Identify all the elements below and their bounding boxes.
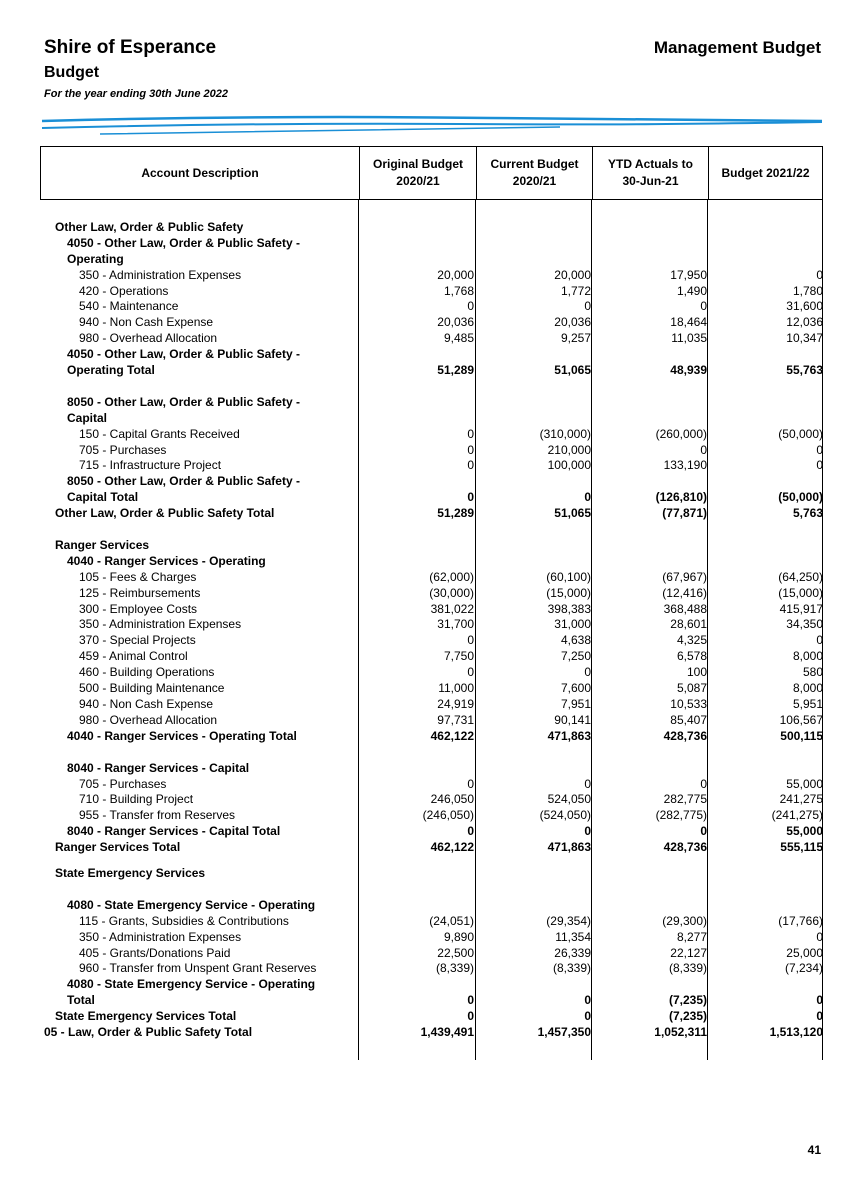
budget-2021-22-value: 55,000 [786,776,823,791]
current-budget-value: 9,257 [560,331,591,346]
account-description: 125 - Reimbursements [79,585,201,600]
ytd-actuals-value: 11,035 [671,331,707,346]
table-row [40,665,823,681]
current-budget-value: 100,000 [547,458,591,473]
budget-2021-22-value: 10,347 [786,331,823,346]
ytd-actuals-value: (126,810) [655,490,707,505]
budget-2021-22-value: 0 [816,1009,823,1024]
table-row [40,268,823,284]
current-budget-value: 4,638 [560,633,591,648]
current-budget-value: 0 [584,776,591,791]
budget-2021-22-value: 0 [816,929,823,944]
account-description: 4080 - State Emergency Service - Operating [67,897,316,912]
ytd-actuals-value: 48,939 [670,363,707,378]
account-description: State Emergency Services [55,865,206,880]
current-budget-value: 0 [584,490,591,505]
account-description: 715 - Infrastructure Project [79,458,222,473]
ytd-actuals-value: (8,339) [668,961,707,976]
budget-2021-22-value: (50,000) [778,490,823,505]
original-budget-value: 51,289 [437,363,474,378]
spacer-row [40,745,823,761]
col-budget-2021-22: Budget 2021/22 [708,147,822,199]
budget-2021-22-value: 12,036 [786,315,823,330]
current-budget-value: 471,863 [547,840,591,855]
budget-2021-22-value: 0 [816,267,823,282]
original-budget-value: 462,122 [430,840,474,855]
account-description: Operating [67,251,124,266]
table-row [40,570,823,586]
original-budget-value: 0 [467,776,474,791]
table-header [40,146,823,200]
ytd-actuals-value: 0 [700,776,707,791]
budget-2021-22-value: (15,000) [778,585,823,600]
account-description: 540 - Maintenance [79,299,179,314]
budget-2021-22-value: 0 [816,442,823,457]
ytd-actuals-value: (7,235) [668,993,707,1008]
table-row [40,808,823,824]
account-description: 8040 - Ranger Services - Capital [67,760,250,775]
current-budget-value: 20,036 [554,315,591,330]
budget-2021-22-value: 8,000 [792,649,823,664]
ytd-actuals-value: 8,277 [676,929,707,944]
ytd-actuals-value: 282,775 [663,792,707,807]
ytd-actuals-value: 22,127 [670,945,707,960]
account-description: 350 - Administration Expenses [79,929,242,944]
current-budget-value: 51,065 [554,363,591,378]
brand-swoosh-decoration [40,112,825,138]
original-budget-value: 31,700 [437,617,474,632]
spacer-row [40,522,823,538]
account-description: 955 - Transfer from Reserves [79,808,236,823]
original-budget-value: 22,500 [437,945,474,960]
account-description: 4040 - Ranger Services - Operating Total [67,728,297,743]
table-row [40,236,823,252]
ytd-actuals-value: 428,736 [663,728,707,743]
table-row [40,840,823,856]
budget-2021-22-value: 55,000 [786,824,823,839]
current-budget-value: 7,951 [560,696,591,711]
current-budget-value: 0 [584,665,591,680]
current-budget-value: 26,339 [554,945,591,960]
ytd-actuals-value: (260,000) [655,426,707,441]
ytd-actuals-value: (7,235) [668,1009,707,1024]
table-row [40,474,823,490]
original-budget-value: 0 [467,490,474,505]
ytd-actuals-value: 17,950 [670,267,707,282]
ytd-actuals-value: (29,300) [662,913,707,928]
original-budget-value: (8,339) [435,961,474,976]
account-description: 500 - Building Maintenance [79,681,225,696]
account-description: 05 - Law, Order & Public Safety Total [44,1024,253,1039]
current-budget-value: 51,065 [554,506,591,521]
original-budget-value: 0 [467,993,474,1008]
table-row [40,946,823,962]
budget-2021-22-value: 555,115 [780,840,823,855]
table-row [40,252,823,268]
table-row [40,411,823,427]
account-description: Ranger Services [55,538,150,553]
current-budget-value: 7,250 [560,649,591,664]
budget-2021-22-value: 5,951 [792,696,823,711]
account-description: 980 - Overhead Allocation [79,331,218,346]
ytd-actuals-value: 18,464 [670,315,707,330]
table-row [40,961,823,977]
account-description: 8040 - Ranger Services - Capital Total [67,824,281,839]
current-budget-value: 0 [584,993,591,1008]
ytd-actuals-value: 133,190 [663,458,707,473]
report-header [44,36,228,102]
original-budget-value: 0 [467,633,474,648]
ytd-actuals-value: (77,871) [662,506,707,521]
table-row [40,617,823,633]
table-row [40,315,823,331]
ytd-actuals-value: 1,490 [676,283,707,298]
current-budget-value: (8,339) [552,961,591,976]
report-period: For the year ending 30th June 2022 [44,88,229,100]
ytd-actuals-value: 1,052,311 [654,1024,707,1039]
account-description: State Emergency Services Total [55,1009,237,1024]
table-row [40,458,823,474]
table-row [40,777,823,793]
account-description: 940 - Non Cash Expense [79,315,214,330]
budget-2021-22-value: 580 [802,665,823,680]
table-row [40,347,823,363]
table-row [40,363,823,379]
col-current-budget: Current Budget 2020/21 [476,147,592,199]
budget-2021-22-value: 25,000 [786,945,823,960]
original-budget-value: 9,890 [443,929,474,944]
account-description: 4050 - Other Law, Order & Public Safety - [67,347,300,362]
table-row [40,729,823,745]
original-budget-value: 11,000 [438,681,474,696]
table-row [40,993,823,1009]
current-budget-value: 7,600 [560,681,591,696]
table-row [40,1025,823,1041]
ytd-actuals-value: 0 [700,442,707,457]
account-description: Other Law, Order & Public Safety Total [55,506,275,521]
ytd-actuals-value: 428,736 [663,840,707,855]
account-description: 350 - Administration Expenses [79,267,242,282]
account-description: 459 - Animal Control [79,649,188,664]
original-budget-value: 0 [467,458,474,473]
original-budget-value: (62,000) [429,569,474,584]
original-budget-value: 462,122 [430,728,474,743]
table-body [40,220,823,1041]
current-budget-value: 0 [584,299,591,314]
ytd-actuals-value: 100 [686,665,707,680]
budget-2021-22-value: 415,917 [779,601,823,616]
original-budget-value: (24,051) [429,913,474,928]
current-budget-value: (524,050) [539,808,591,823]
account-description: 105 - Fees & Charges [79,569,197,584]
original-budget-value: 97,731 [437,712,474,727]
budget-2021-22-value: 1,513,120 [769,1024,823,1039]
account-description: 4050 - Other Law, Order & Public Safety - [67,235,300,250]
table-row [40,824,823,840]
ytd-actuals-value: 0 [700,824,707,839]
account-description: 420 - Operations [79,283,169,298]
table-row [40,602,823,618]
table-row [40,395,823,411]
table-row [40,761,823,777]
account-description: 300 - Employee Costs [79,601,198,616]
table-row [40,427,823,443]
budget-2021-22-value: 1,780 [792,283,823,298]
account-description: 4040 - Ranger Services - Operating [67,553,266,568]
table-row [40,898,823,914]
table-row [40,697,823,713]
current-budget-value: (29,354) [546,913,591,928]
ytd-actuals-value: (282,775) [655,808,707,823]
account-description: Other Law, Order & Public Safety [55,220,244,234]
account-description: Ranger Services Total [55,840,181,855]
ytd-actuals-value: 85,407 [670,712,707,727]
current-budget-value: 1,772 [560,283,591,298]
current-budget-value: 398,383 [547,601,591,616]
table-row [40,681,823,697]
table-row [40,299,823,315]
account-description: 460 - Building Operations [79,665,215,680]
account-description: 8050 - Other Law, Order & Public Safety - [67,394,300,409]
spacer-row [40,856,823,866]
account-description: 115 - Grants, Subsidies & Contributions [79,913,289,928]
current-budget-value: 0 [584,824,591,839]
ytd-actuals-value: (67,967) [662,569,707,584]
table-row [40,977,823,993]
original-budget-value: 0 [467,442,474,457]
budget-2021-22-value: (241,275) [771,808,823,823]
original-budget-value: 24,919 [437,696,474,711]
ytd-actuals-value: 10,533 [670,696,707,711]
budget-2021-22-value: 8,000 [792,681,823,696]
table-row [40,538,823,554]
organisation-name: Shire of Esperance [44,37,217,58]
budget-2021-22-value: 500,115 [780,728,823,743]
current-budget-value: 20,000 [554,267,591,282]
table-row [40,586,823,602]
original-budget-value: 51,289 [437,506,474,521]
original-budget-value: 1,439,491 [420,1024,474,1039]
current-budget-value: 31,000 [554,617,591,632]
ytd-actuals-value: (12,416) [662,585,707,600]
original-budget-value: (30,000) [429,585,474,600]
ytd-actuals-value: 28,601 [670,617,707,632]
current-budget-value: 11,354 [555,929,591,944]
table-row [40,713,823,729]
table-row [40,914,823,930]
account-description: 370 - Special Projects [79,633,196,648]
ytd-actuals-value: 0 [700,299,707,314]
report-subtitle: Budget [44,64,100,81]
original-budget-value: (246,050) [422,808,474,823]
budget-2021-22-value: (17,766) [778,913,823,928]
col-account-description: Account Description [141,165,259,180]
original-budget-value: 7,750 [443,649,474,664]
account-description: Operating Total [67,363,155,378]
original-budget-value: 0 [467,824,474,839]
table-row [40,490,823,506]
current-budget-value: 90,141 [554,712,591,727]
account-description: 705 - Purchases [79,776,167,791]
account-description: 705 - Purchases [79,442,167,457]
budget-2021-22-value: 106,567 [779,712,823,727]
budget-2021-22-value: 31,600 [786,299,823,314]
table-row [40,331,823,347]
account-description: 8050 - Other Law, Order & Public Safety - [67,474,300,489]
table-row [40,506,823,522]
budget-2021-22-value: 241,275 [779,792,823,807]
budget-2021-22-value: 0 [816,633,823,648]
table-row [40,220,823,236]
budget-2021-22-value: 55,763 [786,363,823,378]
report-type: Management Budget [653,38,821,57]
col-ytd-actuals: YTD Actuals to 30-Jun-21 [592,147,708,199]
budget-2021-22-value: (64,250) [778,569,823,584]
spacer-row [40,379,823,395]
original-budget-value: 1,768 [443,283,474,298]
account-description: Capital Total [67,490,139,505]
current-budget-value: (310,000) [539,426,591,441]
account-description: Capital [67,410,108,425]
ytd-actuals-value: 4,325 [676,633,707,648]
original-budget-value: 0 [467,665,474,680]
ytd-actuals-value: 368,488 [663,601,707,616]
current-budget-value: (15,000) [546,585,591,600]
account-description: 710 - Building Project [79,792,194,807]
original-budget-value: 0 [467,426,474,441]
budget-table [40,146,823,1060]
spacer-row [40,882,823,898]
account-description: 980 - Overhead Allocation [79,712,218,727]
current-budget-value: 524,050 [547,792,591,807]
current-budget-value: 0 [584,1009,591,1024]
budget-2021-22-value: (7,234) [784,961,823,976]
budget-2021-22-value: 0 [816,993,823,1008]
ytd-actuals-value: 5,087 [676,681,707,696]
table-row [40,1009,823,1025]
original-budget-value: 246,050 [430,792,474,807]
original-budget-value: 0 [467,1009,474,1024]
current-budget-value: 210,000 [547,442,591,457]
original-budget-value: 20,036 [437,315,474,330]
original-budget-value: 381,022 [430,601,474,616]
original-budget-value: 0 [467,299,474,314]
table-row [40,443,823,459]
budget-2021-22-value: 34,350 [786,617,823,632]
table-row [40,284,823,300]
original-budget-value: 20,000 [437,267,474,282]
ytd-actuals-value: 6,578 [676,649,707,664]
account-description: 4080 - State Emergency Service - Operating [67,977,316,992]
table-row [40,554,823,570]
original-budget-value: 9,485 [443,331,474,346]
account-description: 405 - Grants/Donations Paid [79,945,231,960]
current-budget-value: 1,457,350 [537,1024,591,1039]
account-description: 960 - Transfer from Unspent Grant Reserves [79,961,317,976]
page-number: 41 [807,1143,821,1157]
table-row [40,633,823,649]
table-row [40,649,823,665]
table-row [40,792,823,808]
current-budget-value: (60,100) [546,569,591,584]
budget-2021-22-value: 5,763 [792,506,823,521]
account-description: Total [67,993,95,1008]
table-row [40,866,823,882]
account-description: 350 - Administration Expenses [79,617,242,632]
account-description: 940 - Non Cash Expense [79,696,214,711]
budget-2021-22-value: 0 [816,458,823,473]
col-original-budget: Original Budget 2020/21 [359,147,476,199]
current-budget-value: 471,863 [547,728,591,743]
account-description: 150 - Capital Grants Received [79,426,240,441]
budget-2021-22-value: (50,000) [778,426,823,441]
table-row [40,930,823,946]
